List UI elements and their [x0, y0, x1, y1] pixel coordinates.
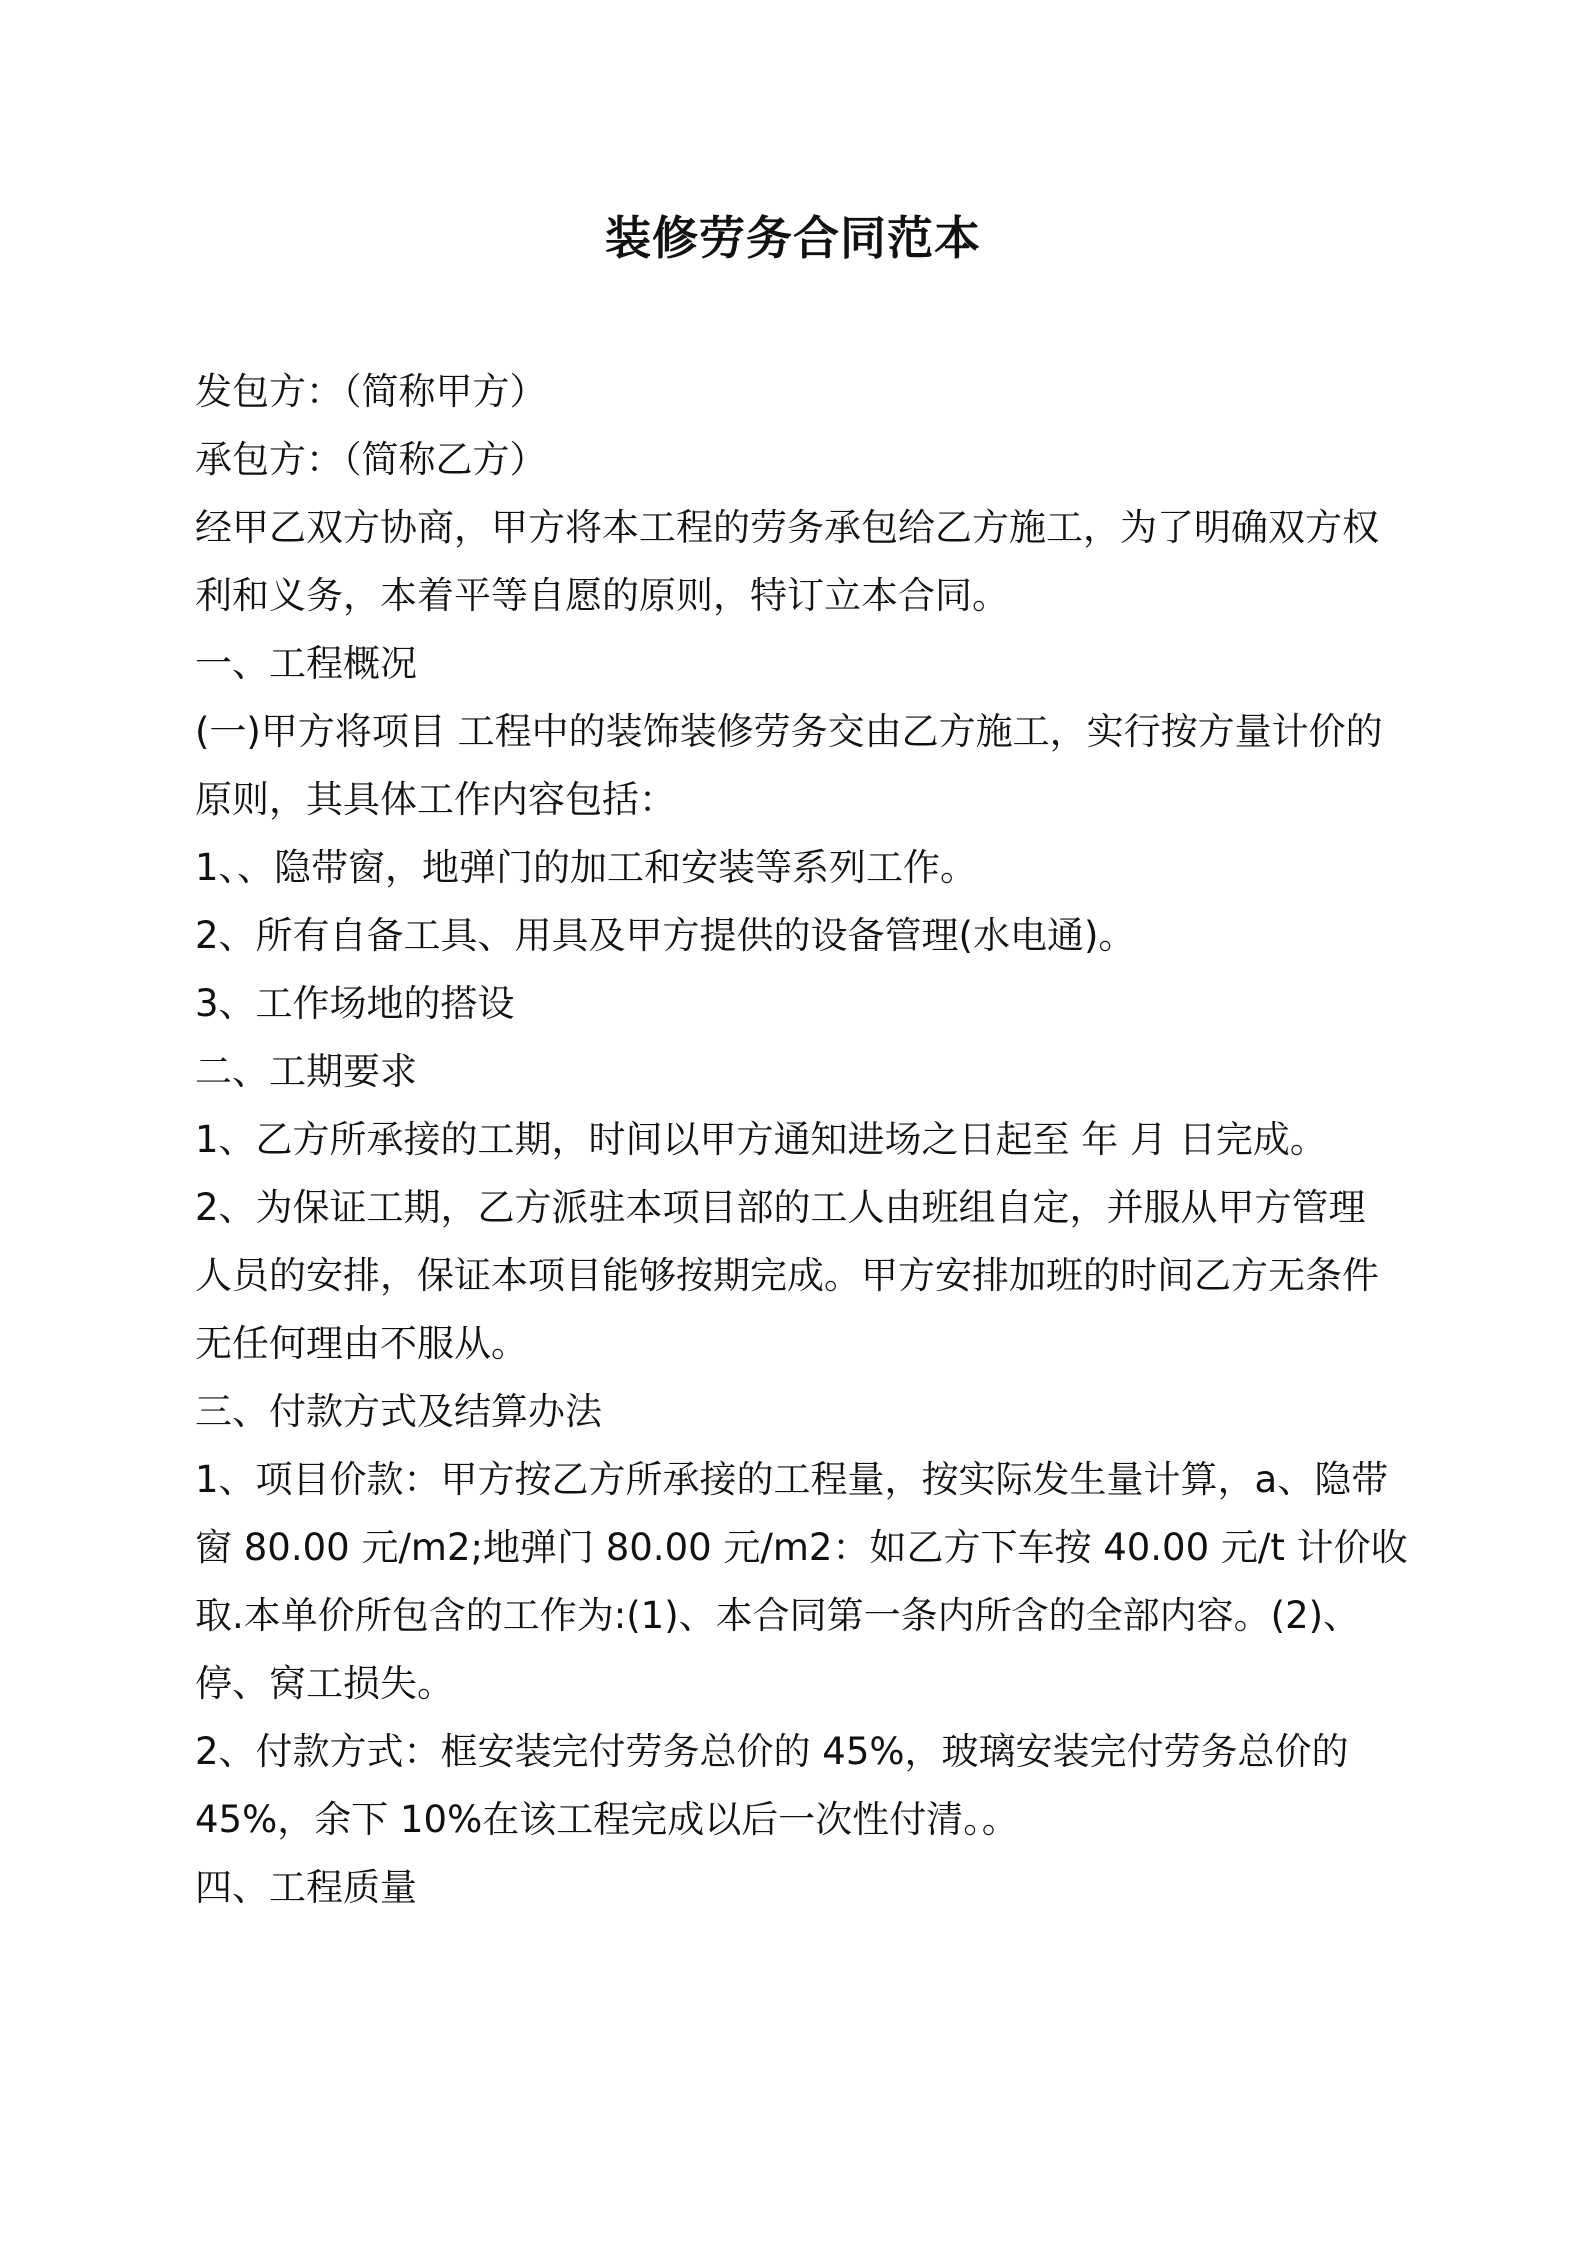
paragraph-line: 人员的安排，保证本项目能够按期完成。甲方安排加班的时间乙方无条件 — [195, 1254, 1379, 1297]
paragraph-line: 无任何理由不服从。 — [195, 1322, 528, 1365]
paragraph-line: 取.本单价所包含的工作为:(1)、本合同第一条内所含的全部内容。(2)、 — [195, 1594, 1361, 1637]
list-item: 2、为保证工期，乙方派驻本项目部的工人由班组自定，并服从甲方管理 — [195, 1186, 1366, 1229]
party-b-line: 承包方：（简称乙方） — [195, 438, 547, 481]
section-heading: 一、工程概况 — [195, 642, 417, 685]
party-a-line: 发包方：（简称甲方） — [195, 370, 547, 413]
preamble-line: 利和义务，本着平等自愿的原则，特订立本合同。 — [195, 574, 1009, 617]
list-item: 1、、隐带窗，地弹门的加工和安装等系列工作。 — [195, 846, 978, 889]
section-heading: 三、付款方式及结算办法 — [195, 1390, 602, 1433]
paragraph-line: 原则，其具体工作内容包括： — [195, 778, 676, 821]
section-heading: 二、工期要求 — [195, 1050, 417, 1093]
paragraph-line: (一)甲方将项目 工程中的装饰装修劳务交由乙方施工，实行按方量计价的 — [195, 710, 1383, 753]
paragraph-line: 停、窝工损失。 — [195, 1662, 454, 1705]
document-body — [195, 358, 1410, 1922]
document-title: 装修劳务合同范本 — [605, 211, 981, 265]
list-item: 1、乙方所承接的工期，时间以甲方通知进场之日起至 年 月 日完成。 — [195, 1118, 1327, 1161]
preamble-line: 经甲乙双方协商，甲方将本工程的劳务承包给乙方施工，为了明确双方权 — [195, 506, 1379, 549]
section-heading: 四、工程质量 — [195, 1866, 417, 1909]
list-item: 3、工作场地的搭设 — [195, 982, 515, 1025]
paragraph-line: 45%，余下 10%在该工程完成以后一次性付清。。 — [195, 1798, 1019, 1841]
list-item: 2、付款方式：框安装完付劳务总价的 45%，玻璃安装完付劳务总价的 — [195, 1730, 1349, 1773]
paragraph-line: 窗 80.00 元/m2;地弹门 80.00 元/m2：如乙方下车按 40.00 元/t 计价收 — [195, 1526, 1408, 1569]
list-item: 1、项目价款：甲方按乙方所承接的工程量，按实际发生量计算，a、隐带 — [195, 1458, 1389, 1501]
list-item: 2、所有自备工具、用具及甲方提供的设备管理(水电通)。 — [195, 914, 1136, 957]
